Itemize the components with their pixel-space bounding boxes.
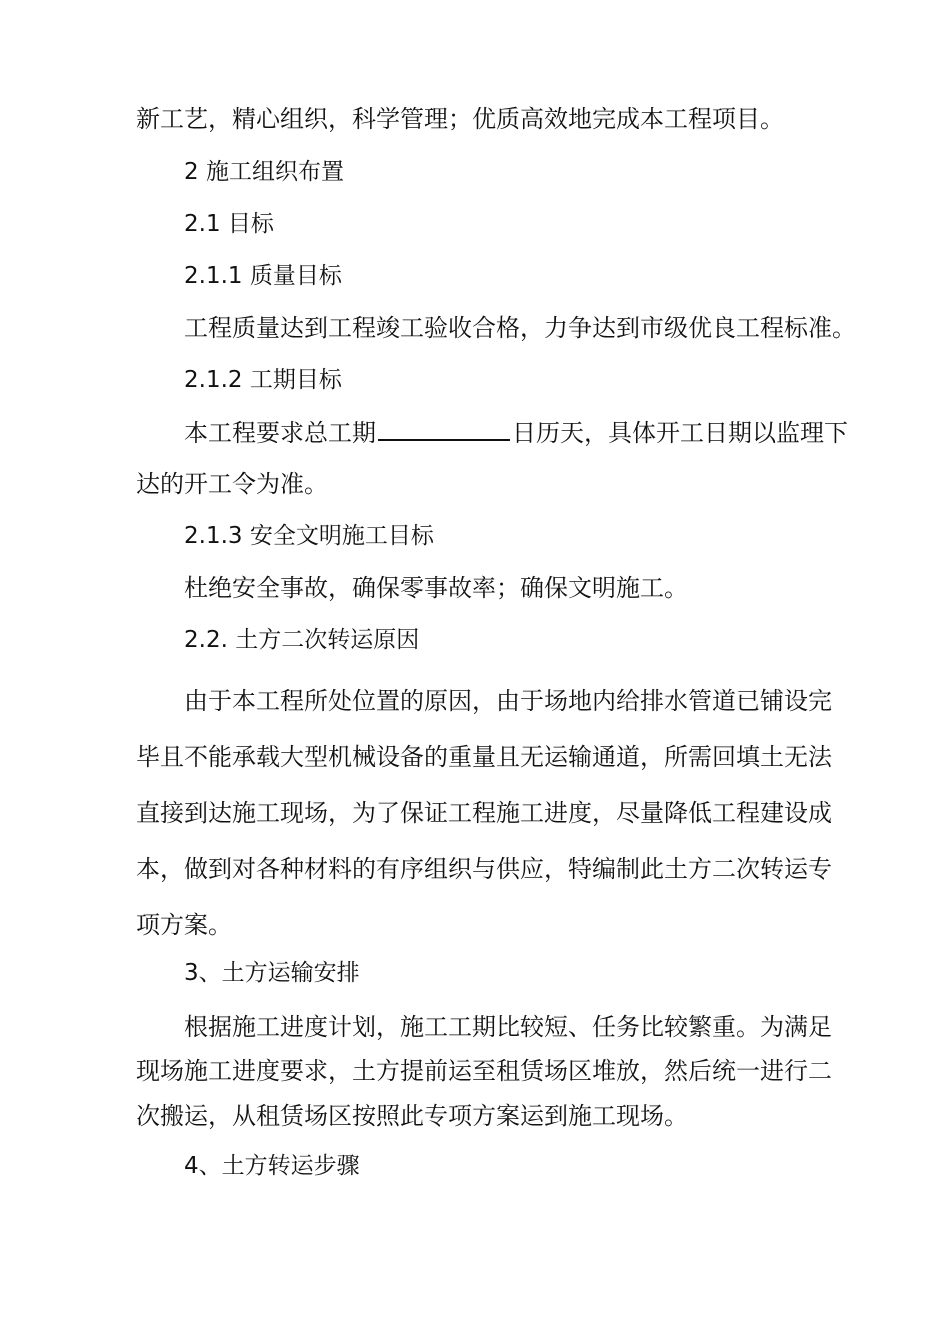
paragraph-safety-goal: 杜绝安全事故，确保零事故率；确保文明施工。 xyxy=(184,574,688,602)
section-heading-2-1: 2.1 目标 xyxy=(184,211,274,237)
section-heading-2-1-3: 2.1.3 安全文明施工目标 xyxy=(184,523,434,549)
section-heading-2: 2 施工组织布置 xyxy=(184,159,344,185)
paragraph-schedule-goal-line1 xyxy=(184,417,848,448)
paragraph-reason-line4: 本，做到对各种材料的有序组织与供应，特编制此土方二次转运专 xyxy=(136,855,832,883)
schedule-text-before: 本工程要求总工期 xyxy=(184,419,376,447)
paragraph-reason-line2: 毕且不能承载大型机械设备的重量且无运输通道，所需回填土无法 xyxy=(136,743,832,771)
section-heading-2-1-1: 2.1.1 质量目标 xyxy=(184,263,342,289)
paragraph-reason-line1: 由于本工程所处位置的原因，由于场地内给排水管道已铺设完 xyxy=(184,687,832,715)
paragraph-schedule-goal-line2: 达的开工令为准。 xyxy=(136,470,328,498)
blank-fill-line xyxy=(378,417,510,441)
paragraph-reason-line5: 项方案。 xyxy=(136,911,232,939)
section-heading-3: 3、土方运输安排 xyxy=(184,960,360,986)
paragraph-transport-line3: 次搬运，从租赁场区按照此专项方案运到施工现场。 xyxy=(136,1102,688,1130)
paragraph-reason-line3: 直接到达施工现场，为了保证工程施工进度，尽量降低工程建设成 xyxy=(136,799,832,827)
paragraph-line: 新工艺，精心组织，科学管理；优质高效地完成本工程项目。 xyxy=(136,105,784,133)
section-heading-2-2: 2.2. 土方二次转运原因 xyxy=(184,627,420,653)
section-heading-2-1-2: 2.1.2 工期目标 xyxy=(184,367,342,393)
paragraph-transport-line2: 现场施工进度要求，土方提前运至租赁场区堆放，然后统一进行二 xyxy=(136,1057,832,1085)
paragraph-quality-goal: 工程质量达到工程竣工验收合格，力争达到市级优良工程标准。 xyxy=(184,314,856,342)
schedule-text-after: 日历天，具体开工日期以监理下 xyxy=(512,419,848,447)
section-heading-4: 4、土方转运步骤 xyxy=(184,1153,360,1179)
paragraph-transport-line1: 根据施工进度计划，施工工期比较短、任务比较繁重。为满足 xyxy=(184,1013,832,1041)
